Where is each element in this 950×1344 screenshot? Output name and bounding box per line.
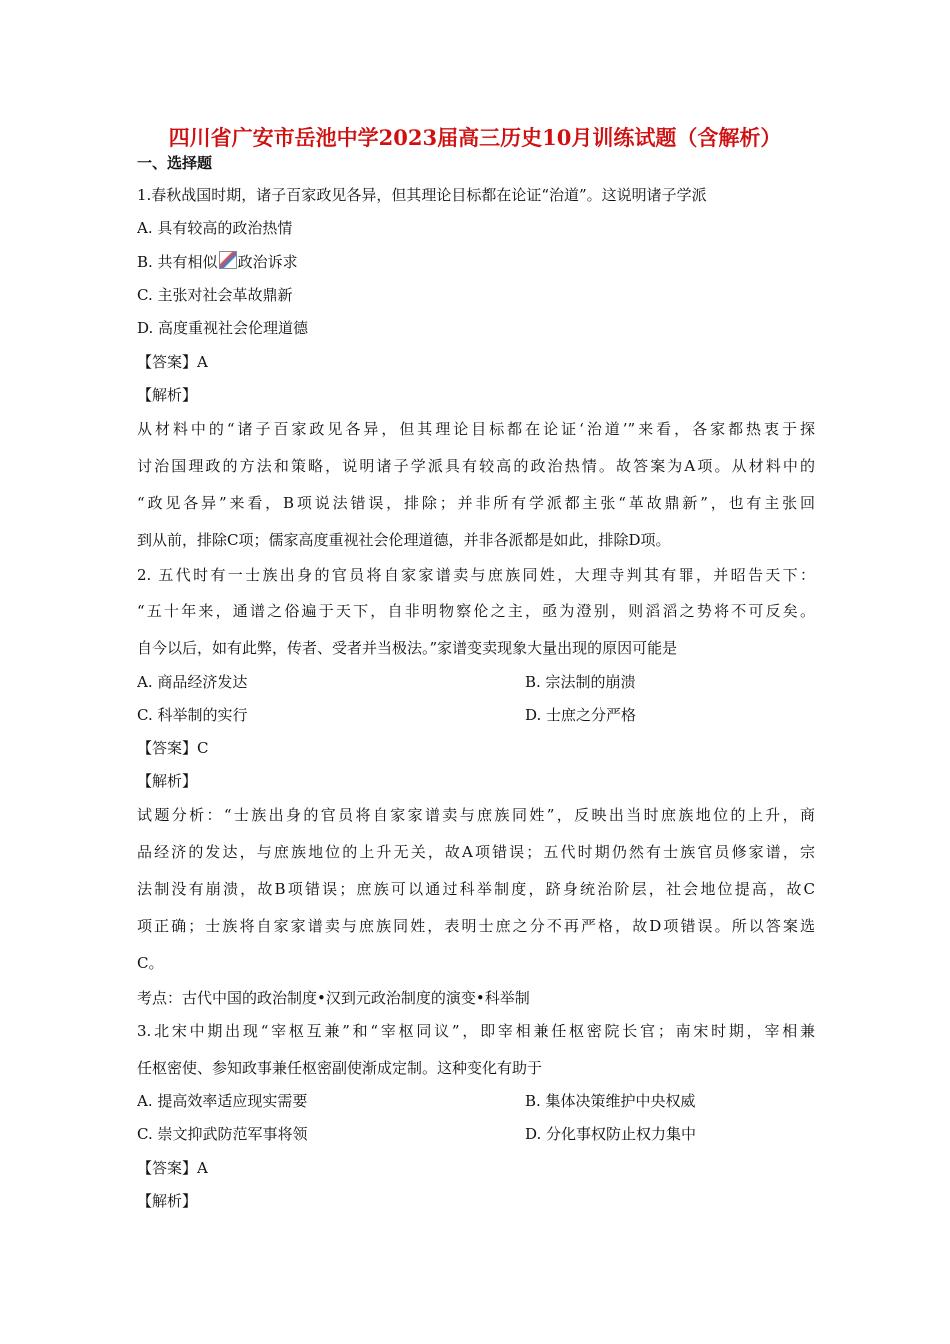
- q1-option-d: D. 高度重视社会伦理道德: [137, 319, 309, 337]
- q1-answer: 【答案】A: [137, 353, 208, 371]
- q2-analysis-line: C。: [137, 954, 164, 972]
- q2-option-a: A. 商品经济发达: [137, 673, 248, 691]
- q2-stem-line: “五十年来，通谱之俗遍于天下，自非明物察伦之主，亟为澄别，则滔滔之势将不可反矣。: [137, 602, 815, 620]
- q2-answer: 【答案】C: [137, 739, 209, 757]
- section-heading: 一、选择题: [137, 154, 213, 172]
- q1-option-c: C. 主张对社会革故鼎新: [137, 286, 293, 304]
- q3-answer: 【答案】A: [137, 1159, 208, 1177]
- q2-stem-line: 自今以后，如有此弊，传者、受者并当极法。”家谱变卖现象大量出现的原因可能是: [137, 639, 678, 657]
- q2-option-c: C. 科举制的实行: [137, 706, 248, 724]
- q1-analysis-label: 【解析】: [137, 386, 198, 404]
- q1-option-a: A. 具有较高的政治热情: [137, 219, 293, 237]
- q2-analysis-line: 法制没有崩溃，故B项错误；庶族可以通过科举制度，跻身统治阶层，社会地位提高，故C: [137, 880, 815, 898]
- q2-option-d: D. 士庶之分严格: [525, 706, 637, 724]
- q1-analysis-line: 讨治国理政的方法和策略，说明诸子学派具有较高的政治热情。故答案为A项。从材料中的: [137, 457, 815, 475]
- q3-option-d: D. 分化事权防止权力集中: [525, 1125, 697, 1143]
- q1-analysis-line: 从材料中的“诸子百家政见各异，但其理论目标都在论证‘治道’”来看，各家都热衷于探: [137, 420, 815, 438]
- broken-image-icon: [219, 251, 237, 269]
- q2-analysis-label: 【解析】: [137, 772, 198, 790]
- q3-option-a: A. 提高效率适应现实需要: [137, 1092, 308, 1110]
- q1-analysis-line: 到从前，排除C项；儒家高度重视社会伦理道德，并非各派都是如此，排除D项。: [137, 531, 671, 549]
- q2-analysis-line: 试题分析：“士族出身的官员将自家家谱卖与庶族同姓”，反映出当时庶族地位的上升，商: [137, 806, 815, 824]
- q3-analysis-label: 【解析】: [137, 1192, 198, 1210]
- q3-option-b: B. 集体决策维护中央权威: [525, 1092, 696, 1110]
- q1-option-b: [137, 251, 815, 272]
- q2-analysis-line: 项正确；士族将自家家谱卖与庶族同姓，表明士庶之分不再严格，故D项错误。所以答案选: [137, 917, 815, 935]
- q1-analysis-line: “政见各异”来看，B项说法错误，排除；并非所有学派都主张“革故鼎新”，也有主张回: [137, 494, 815, 512]
- q3-stem-line: 3.北宋中期出现“宰枢互兼”和“宰枢同议”，即宰相兼任枢密院长官；南宋时期，宰相兼: [137, 1022, 815, 1040]
- q2-analysis-line: 品经济的发达，与庶族地位的上升无关，故A项错误；五代时期仍然有士族官员修家谱，宗: [137, 843, 815, 861]
- q1-option-b-text-1: B. 共有相似: [137, 253, 218, 271]
- document-title: 四川省广安市岳池中学2023届高三历史10月训练试题（含解析）: [168, 125, 782, 150]
- q3-stem-line: 任枢密使、参知政事兼任枢密副使渐成定制。这种变化有助于: [137, 1059, 543, 1077]
- q2-stem-line: 2. 五代时有一士族出身的官员将自家家谱卖与庶族同姓，大理寺判其有罪，并昭告天下：: [137, 566, 815, 584]
- q2-kaodian: 考点：古代中国的政治制度•汉到元政治制度的演变•科举制: [137, 989, 530, 1007]
- q1-stem: 1.春秋战国时期，诸子百家政见各异，但其理论目标都在论证“治道”。这说明诸子学派: [137, 186, 707, 204]
- q3-option-c: C. 崇文抑武防范军事将领: [137, 1125, 308, 1143]
- q1-option-b-text-2: 政治诉求: [237, 253, 298, 271]
- q2-option-b: B. 宗法制的崩溃: [525, 673, 636, 691]
